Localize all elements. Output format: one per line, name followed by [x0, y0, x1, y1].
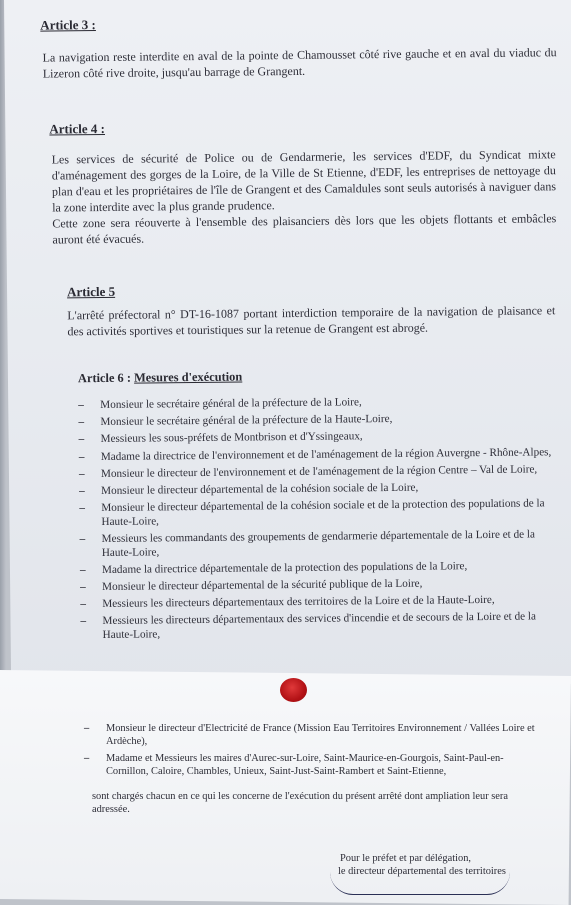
list-item [76, 411, 554, 430]
list-item [78, 528, 556, 560]
list-dash: – [84, 723, 90, 734]
article-6-prefix: Article 6 [77, 370, 124, 386]
execution-list-page-1 [76, 394, 557, 646]
red-wax-seal-icon [280, 678, 307, 702]
list-item-text: Messieurs les directeurs départementaux des territoires de la Loire et de la Haute-Loire, [102, 593, 495, 611]
list-item-text: Monsieur le directeur départemental de la cohésion sociale de la Loire, [101, 481, 419, 497]
document-page-1 [4, 0, 571, 690]
list-item-text: Madame la directrice départementale de la protection des populations de la Loire, [101, 559, 468, 576]
list-dash: – [78, 467, 85, 480]
list-item-text: Monsieur le secrétaire général de la préfecture de la Haute-Loire, [100, 413, 393, 429]
list-dash: – [79, 485, 85, 498]
list-item-text: Messieurs les sous-préfets de Montbrison et d'Yssingeaux, [100, 430, 363, 446]
signature-line-2: le directeur départemental des territoires [338, 866, 506, 877]
list-dash: – [84, 753, 90, 764]
list-item [77, 480, 555, 499]
article-4-text-1: Les services de sécurité de Police ou de Gendarmerie, les services d'EDF, du Syndicat mixte d'aménagement des gorges de la Loire, de la Ville de St Etienne, d'EDF, les entreprises de nettoyage du plan d'eau et les propriétaires de l'île de Grangent et des Camaldules sont seuls autorisés à naviguer dans la zone interdite avec la plus grande prudence. [51, 147, 557, 215]
list-item [77, 446, 555, 465]
article-3-text: La navigation reste interdite en aval de la pointe de Chamousset côté rive gauche et en aval du viaduc du Lizeron côté rive droite, jusqu'au barrage de Grangent. [42, 45, 557, 81]
list-dash: – [79, 563, 86, 576]
list-item-text: Monsieur le directeur départemental de la cohésion sociale et de la protection des populations de la Haute-Loire, [101, 497, 545, 528]
article-5-title: Article 5 [66, 283, 116, 300]
list-dash: – [78, 433, 85, 446]
list-item-text: Monsieur le secrétaire général de la préfecture de la Loire, [100, 396, 362, 412]
list-dash: – [80, 581, 86, 594]
article-5-text: L'arrêté préfectoral n° DT-16-1087 portant interdiction temporaire de la navigation de plaisance et des activités sportives et touristiques sur la retenue de Grangent est abrogé. [67, 303, 556, 339]
list-item [78, 576, 556, 595]
list-dash: – [80, 598, 86, 611]
signature-line-1: Pour le préfet et par délégation, [340, 853, 471, 864]
list-item [77, 497, 555, 529]
list-item-text: Messieurs les directeurs départementaux des services d'incendie et de secours de la Loire et de la Haute-Loire, [102, 610, 537, 641]
list-item-text: Madame et Messieurs les maires d'Aurec-sur-Loire, Saint-Maurice-en-Gourgois, Saint-Paul-en-Cornillon, Caloire, Chambles, Unieux, Saint-Just-Saint-Rambert et Saint-Etienne, [106, 753, 504, 777]
list-item-text: Monsieur le directeur départemental de la sécurité publique de la Loire, [102, 577, 423, 593]
list-item [78, 593, 556, 612]
list-item [84, 722, 536, 748]
list-item-text: Monsieur le directeur de l'environnement et de l'aménagement de la région Centre – Val de Loire, [100, 463, 538, 480]
article-3-title: Article 3 : [40, 17, 96, 33]
article-6-subtitle: Mesures d'exécution [133, 369, 243, 385]
execution-list-page-2 [84, 722, 536, 782]
list-dash: – [78, 416, 85, 429]
list-dash: – [79, 533, 86, 546]
article-6-title [78, 370, 242, 387]
list-item [78, 610, 556, 642]
list-item [84, 752, 536, 778]
article-6-separator: : [123, 370, 135, 385]
list-item-text: Monsieur le directeur d'Electricité de France (Mission Eau Territoires Environnement / Vallées Loire et Ardèche), [106, 723, 535, 747]
closing-statement: sont chargés chacun en ce qui les concerne de l'exécution du présent arrêté dont ampliation leur sera adressée. [92, 791, 508, 815]
list-item [77, 463, 555, 482]
list-item [76, 394, 554, 413]
list-dash: – [78, 450, 85, 463]
article-4-text-2: Cette zone sera réouverte à l'ensemble des plaisanciers dès lors que les objets flottants et embâcles auront été évacués. [52, 211, 557, 247]
list-dash: – [78, 399, 84, 412]
list-dash: – [80, 615, 87, 628]
list-dash: – [79, 502, 85, 515]
list-item-text: Madame la directrice de l'environnement et de l'aménagement de la région Auvergne - Rhône-Alpes, [100, 445, 552, 463]
list-item [77, 429, 555, 448]
list-item-text: Messieurs les commandants des groupements de gendarmerie départementale de la Loire et de la Haute-Loire, [101, 528, 536, 559]
list-item [78, 559, 556, 578]
article-4-title: Article 4 : [49, 120, 106, 137]
handwritten-signature-stroke [330, 872, 510, 895]
